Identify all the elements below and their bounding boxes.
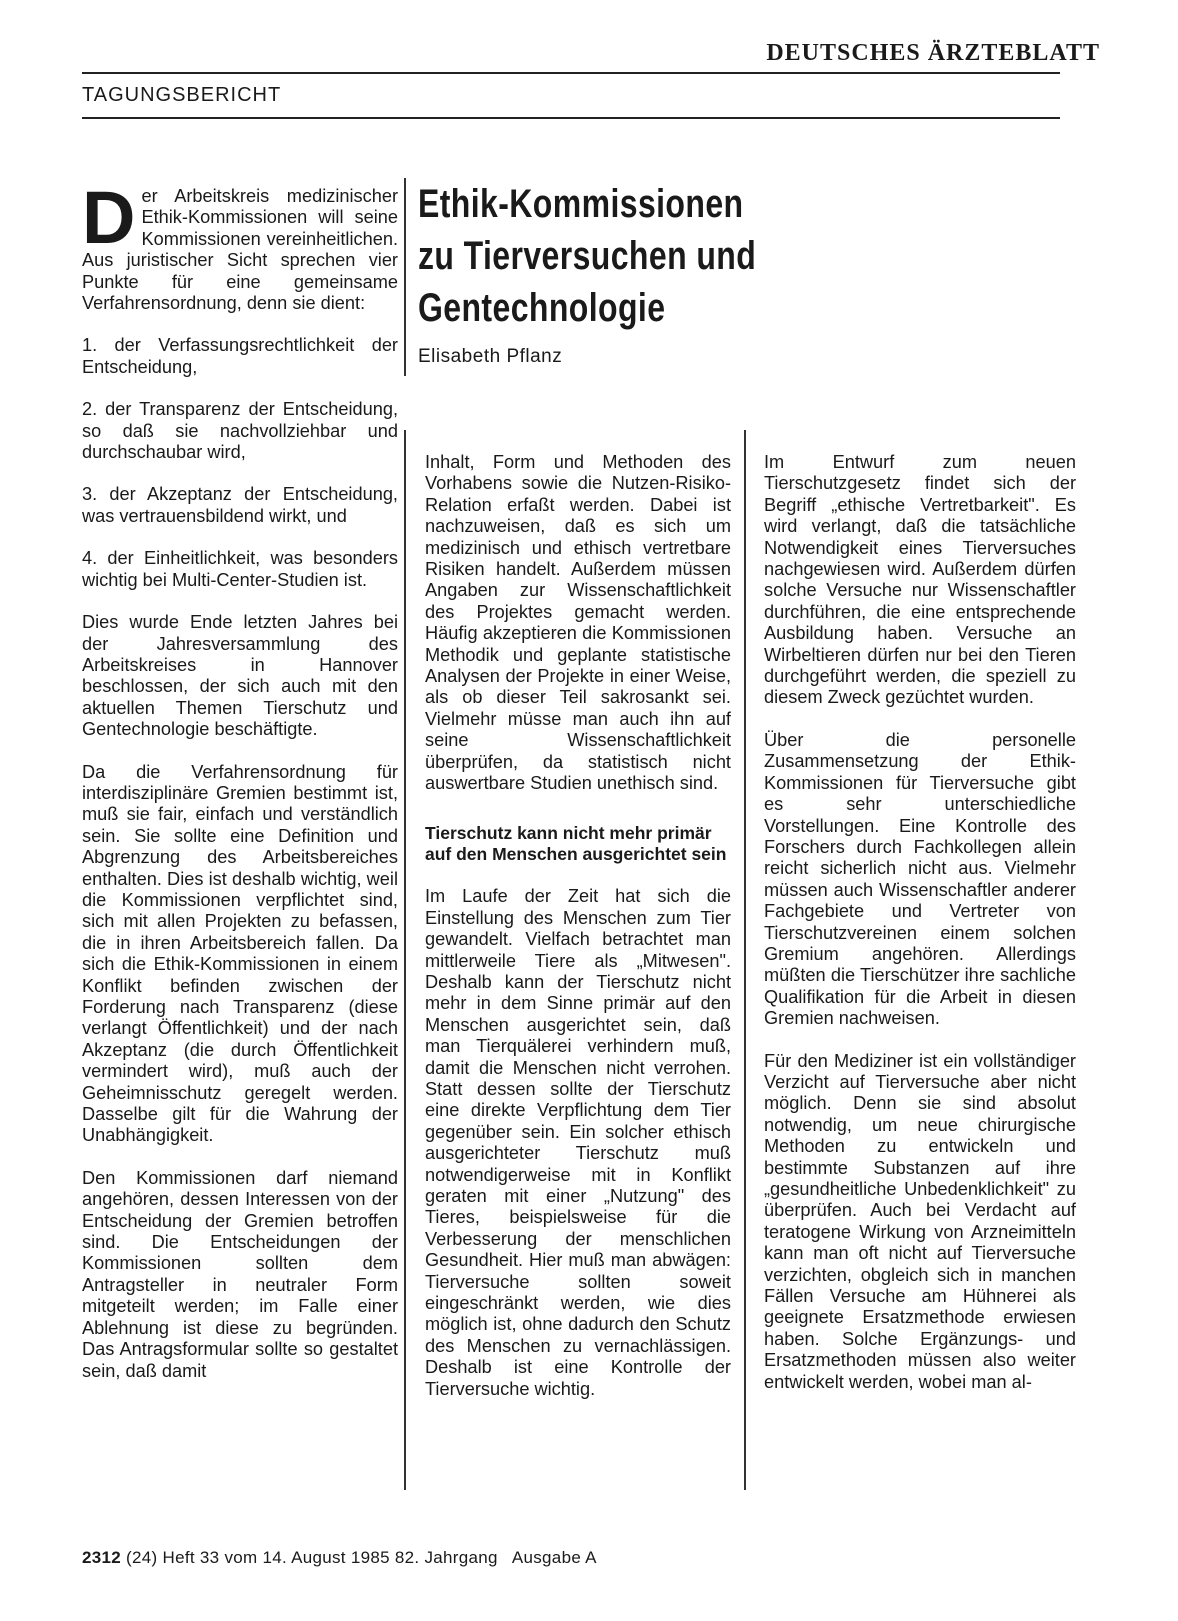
paragraph: 1. der Verfassungsrechtlichkeit der Entscheidung, (82, 335, 398, 377)
paragraph: 4. der Einheitlichkeit, was besonders wichtig bei Multi-Center-Studien ist. (82, 548, 398, 590)
column-divider (744, 430, 746, 1490)
paragraph: 3. der Akzeptanz der Entscheidung, was vertrauensbildend wirkt, und (82, 484, 398, 526)
intro-text: er Arbeitskreis medizinischer Ethik-Kommissionen will seine Kommissionen vereinheitlichen. Aus juristischer Sicht sprechen vier Punkte für eine gemeinsame Verfahrensordnung, denn sie dient: (82, 186, 398, 314)
paragraph: Da die Verfahrensordnung für interdisziplinäre Gremien bestimmt ist, muß sie fair, einfach und verständlich sein. Sie sollte eine Definition und Abgrenzung des Arbeitsbereiches enthalten. Dies ist deshalb wichtig, weil die Kommissionen verpflichtet sind, sich mit allen Projekten zu befassen, die in ihren Arbeitsbereich fallen. Da sich die Ethik-Kommissionen in einem Konflikt befinden zwischen der Forderung nach Transparenz (diese verlangt Öffentlichkeit) und der nach Akzeptanz (die durch Öffentlichkeit vermindert wird), muß auch der Geheimnisschutz geregelt werden. Dasselbe gilt für die Wahrung der Unabhängigkeit. (82, 761, 398, 1146)
column-divider (404, 178, 406, 376)
masthead: DEUTSCHES ÄRZTEBLATT (766, 40, 1100, 66)
column-2 (425, 452, 731, 1421)
title-line-1: Ethik-Kommissionen (418, 182, 744, 226)
paragraph: Inhalt, Form und Methoden des Vorhabens sowie die Nutzen-Risiko-Relation erfaßt werden. Dabei ist nachzuweisen, daß es sich um medizinisch und ethisch vertretbare Risiken handelt. Außerdem müssen Angaben zur Wissenschaftlichkeit des Projektes gemacht werden. Häufig akzeptieren die Kommissionen Methodik und geplante statistische Analysen der Projekte in einer Weise, als ob dieser Teil sakrosankt sei. Vielmehr müsse man auch ihn auf seine Wissenschaftlichkeit überprüfen, da statistisch nicht auswertbare Studien unethisch sind. (425, 452, 731, 794)
masthead-rule (82, 72, 1060, 74)
section-rule (82, 117, 1060, 119)
article-title (418, 178, 962, 334)
paragraph: Dies wurde Ende letzten Jahres bei der Jahresversammlung des Arbeitskreises in Hannover beschlossen, der sich auch mit den aktuellen Themen Tierschutz und Gentechnologie beschäftigte. (82, 612, 398, 740)
page-footer (82, 1548, 597, 1568)
column-divider (404, 430, 406, 1490)
section-label: TAGUNGSBERICHT (82, 84, 282, 106)
column-3 (764, 452, 1076, 1414)
paragraph: Für den Mediziner ist ein vollständiger Verzicht auf Tierversuche aber nicht möglich. Denn sie sind absolut notwendig, um neue chirurgische Methoden zu entwickeln und bestimmte Substanzen auf ihre „gesundheitliche Unbedenklichkeit" zu überprüfen. Auch bei Verdacht auf teratogene Wirkung von Arzneimitteln kann man oft nicht auf Tierversuche verzichten, obgleich sich in manchen Fällen Versuche am Hühnerei als geeignete Ersatzmethode erwiesen haben. Solche Ergänzungs- und Ersatzmethoden müssen also weiter entwickelt werden, wobei man al- (764, 1050, 1076, 1392)
page-number: 2312 (82, 1548, 122, 1567)
subheading: Tierschutz kann nicht mehr primär auf den Menschen ausgerichtet sein (425, 822, 727, 864)
title-line-2: zu Tierversuchen und Gentechnologie (418, 234, 757, 330)
paragraph: Über die personelle Zusammensetzung der Ethik-Kommissionen für Tierversuche gibt es sehr unterschiedliche Vorstellungen. Eine Kontrolle des Forschers durch Fachkollegen allein reicht sicherlich nicht aus. Vielmehr müssen auch Wissenschaftler anderer Fachgebiete und Vertreter von Tierschutzvereinen einem solchen Gremium angehören. Allerdings müßten die Tierschützer ihre sachliche Qualifikation für die Arbeit in diesen Gremien nachweisen. (764, 729, 1076, 1029)
intro-paragraph (82, 176, 398, 314)
issue-info: (24) Heft 33 vom 14. August 1985 82. Jahrgang Ausgabe A (121, 1548, 597, 1567)
author-name: Elisabeth Pflanz (418, 346, 563, 367)
paragraph: 2. der Transparenz der Entscheidung, so daß sie nachvollziehbar und durchschaubar wird, (82, 399, 398, 463)
paragraph: Den Kommissionen darf niemand angehören, dessen Interessen von der Entscheidung der Gremien betroffen sind. Die Entscheidungen der Kommissionen sollten dem Antragsteller in neutraler Form mitgeteilt werden; im Falle einer Ablehnung ist diese zu begründen. Das Antragsformular sollte so gestaltet sein, daß damit (82, 1167, 398, 1381)
paragraph: Im Entwurf zum neuen Tierschutzgesetz findet sich der Begriff „ethische Vertretbarkeit". Es wird verlangt, daß die tatsächliche Notwendigkeit eines Tierversuches nachgewiesen wird. Außerdem dürfen solche Versuche nur Wissenschaftler durchführen, die eine entsprechende Ausbildung haben. Versuche an Wirbeltieren dürfen nur bei den Tieren durchgeführt werden, die speziell zu diesem Zweck gezüchtet wurden. (764, 452, 1076, 708)
drop-cap: D (82, 176, 136, 259)
column-1 (82, 176, 398, 1403)
paragraph: Im Laufe der Zeit hat sich die Einstellung des Menschen zum Tier gewandelt. Vielfach betrachtet man mittlerweile Tiere als „Mitwesen". Deshalb kann der Tierschutz nicht mehr in dem Sinne primär auf den Menschen ausgerichtet sein, daß man Tierquälerei verhindern muß, damit die Menschen nicht verrohen. Statt dessen sollte der Tierschutz eine direkte Verpflichtung dem Tier gegenüber sein. Ein solcher ethisch ausgerichteter Tierschutz muß notwendigerweise mit in Konflikt geraten mit einer „Nutzung" des Tieres, beispielsweise für die Verbesserung der menschlichen Gesundheit. Hier muß man abwägen: Tierversuche sollten soweit eingeschränkt werden, wie dies möglich ist, ohne dadurch den Schutz des Menschen zu vernachlässigen. Deshalb ist eine Kontrolle der Tierversuche wichtig. (425, 886, 731, 1399)
